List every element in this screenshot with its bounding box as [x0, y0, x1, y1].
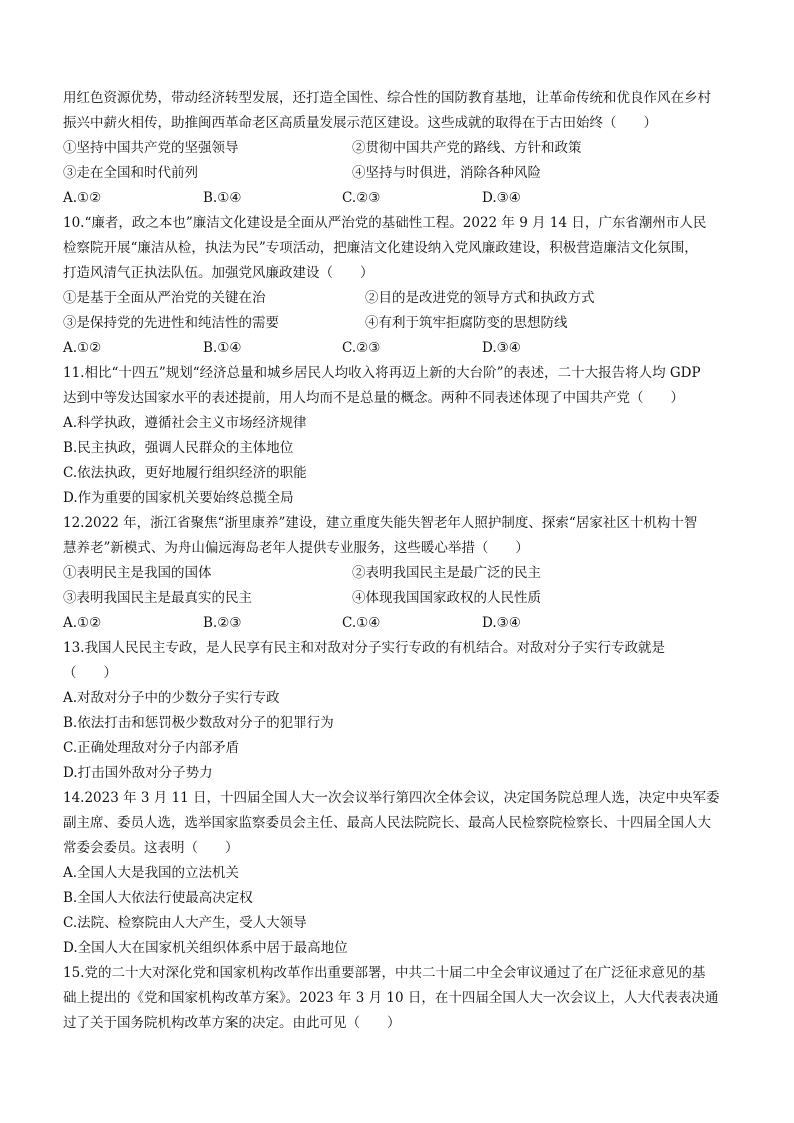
q13-choice-a: A.对敌对分子中的少数分子实行专政	[63, 690, 280, 706]
q14-choice-d: D.全国人大在国家机关组织体系中居于最高地位	[63, 940, 348, 956]
q10-option-1: ①是基于全面从严治党的关键在治	[63, 290, 266, 306]
q11-stem-line-1: 11.相比“十四五”规划“经济总量和城乡居民人均收入将再迈上新的大台阶”的表述，二十大报告将人均 GDP	[63, 365, 701, 381]
q14-choice-b: B.全国人大依法行使最高决定权	[63, 890, 253, 906]
q13-stem-line-1: 13.我国人民民主专政，是人民享有民主和对敌对分子实行专政的有机结合。对敌对分子实行专政就是	[63, 640, 665, 656]
q11-choice-a: A.科学执政，遵循社会主义市场经济规律	[63, 415, 307, 431]
q12-stem-line-2: 慧养老”新模式、为舟山偏远海岛老年人提供专业服务，这些暖心举措（ ）	[63, 540, 529, 556]
q9-stem-line-1: 用红色资源优势，带动经济转型发展，还打造全国性、综合性的国防教育基地，让革命传统和优良作风在乡村	[63, 90, 711, 106]
q12-stem-line-1: 12.2022 年，浙江省聚焦“浙里康养”建设，建立重度失能失智老年人照护制度、探索“居家社区十机构十智	[63, 515, 698, 531]
q14-stem-line-1: 14.2023 年 3 月 11 日，十四届全国人大一次会议举行第四次全体会议，决定国务院总理人选，决定中央军委	[63, 790, 720, 806]
q9-choice-a: A.①②	[63, 190, 102, 206]
q10-stem-line-3: 打造风清气正执法队伍。加强党风廉政建设（ ）	[63, 265, 374, 281]
q15-stem-line-1: 15.党的二十大对深化党和国家机构改革作出重要部署，中共二十届二中全会审议通过了在广泛征求意见的基	[63, 965, 706, 981]
q10-stem-line-1: 10.“廉者，政之本也”廉洁文化建设是全面从严治党的基础性工程。2022 年 9 月 14 日，广东省潮州市人民	[63, 215, 707, 231]
q9-option-2: ②贯彻中国共产党的路线、方针和政策	[352, 140, 582, 156]
q14-choice-a: A.全国人大是我国的立法机关	[63, 865, 240, 881]
q12-choice-a: A.①②	[63, 615, 102, 631]
q10-option-2: ②目的是改进党的领导方式和执政方式	[365, 290, 595, 306]
q13-choice-c: C.正确处理敌对分子内部矛盾	[63, 740, 240, 756]
q10-choice-c: C.②③	[342, 340, 381, 356]
q11-stem-line-2: 达到中等发达国家水平的表述提前，用人均而不是总量的概念。两种不同表述体现了中国共产党（ ）	[63, 390, 684, 406]
q10-option-4: ④有利于筑牢拒腐防变的思想防线	[365, 315, 568, 331]
q12-choice-c: C.①④	[342, 615, 381, 631]
q11-choice-c: C.依法执政，更好地履行组织经济的职能	[63, 465, 307, 481]
q10-option-3: ③是保持党的先进性和纯洁性的需要	[63, 315, 279, 331]
q10-stem-line-2: 检察院开展“廉洁从检，执法为民”专项活动，把廉洁文化建设纳入党风廉政建设，积极营造廉洁文化氛围，	[63, 240, 698, 256]
q9-option-3: ③走在全国和时代前列	[63, 165, 198, 181]
q12-option-3: ③表明我国民主是最真实的民主	[63, 590, 252, 606]
q15-stem-line-3: 过了关于国务院机构改革方案的决定。由此可见（ ）	[63, 1015, 401, 1031]
q13-choice-b: B.依法打击和惩罚极少数敌对分子的犯罪行为	[63, 715, 334, 731]
q14-stem-line-2: 副主席、委员人选，选举国家监察委员会主任、最高人民法院院长、最高人民检察院检察长、十四届全国人大	[63, 815, 711, 831]
q15-stem-line-2: 础上提出的《党和国家机构改革方案》。2023 年 3 月 10 日，在十四届全国人大一次会议上，人大代表表决通	[63, 990, 719, 1006]
q12-option-2: ②表明我国民主是最广泛的民主	[352, 565, 541, 581]
q13-choice-d: D.打击国外敌对分子势力	[63, 765, 213, 781]
q14-choice-c: C.法院、检察院由人大产生，受人大领导	[63, 915, 307, 931]
q9-choice-d: D.③④	[482, 190, 521, 206]
q9-option-1: ①坚持中国共产党的坚强领导	[63, 140, 239, 156]
q10-choice-b: B.①④	[203, 340, 242, 356]
q10-choice-d: D.③④	[482, 340, 521, 356]
q9-stem-line-2: 振兴中薪火相传，助推闽西革命老区高质量发展示范区建设。这些成就的取得在于古田始终（ ）	[63, 115, 657, 131]
q13-stem-line-2: （ ）	[63, 665, 117, 681]
q11-choice-b: B.民主执政，强调人民群众的主体地位	[63, 440, 294, 456]
q9-choice-c: C.②③	[342, 190, 381, 206]
q12-choice-d: D.③④	[482, 615, 521, 631]
q9-option-4: ④坚持与时俱进，消除各种风险	[352, 165, 541, 181]
q14-stem-line-3: 常委会委员。这表明（ ）	[63, 840, 239, 856]
q10-choice-a: A.①②	[63, 340, 102, 356]
q9-choice-b: B.①④	[203, 190, 242, 206]
q12-choice-b: B.②③	[203, 615, 242, 631]
q11-choice-d: D.作为重要的国家机关要始终总揽全局	[63, 490, 294, 506]
q12-option-1: ①表明民主是我国的国体	[63, 565, 212, 581]
q12-option-4: ④体现我国国家政权的人民性质	[352, 590, 541, 606]
